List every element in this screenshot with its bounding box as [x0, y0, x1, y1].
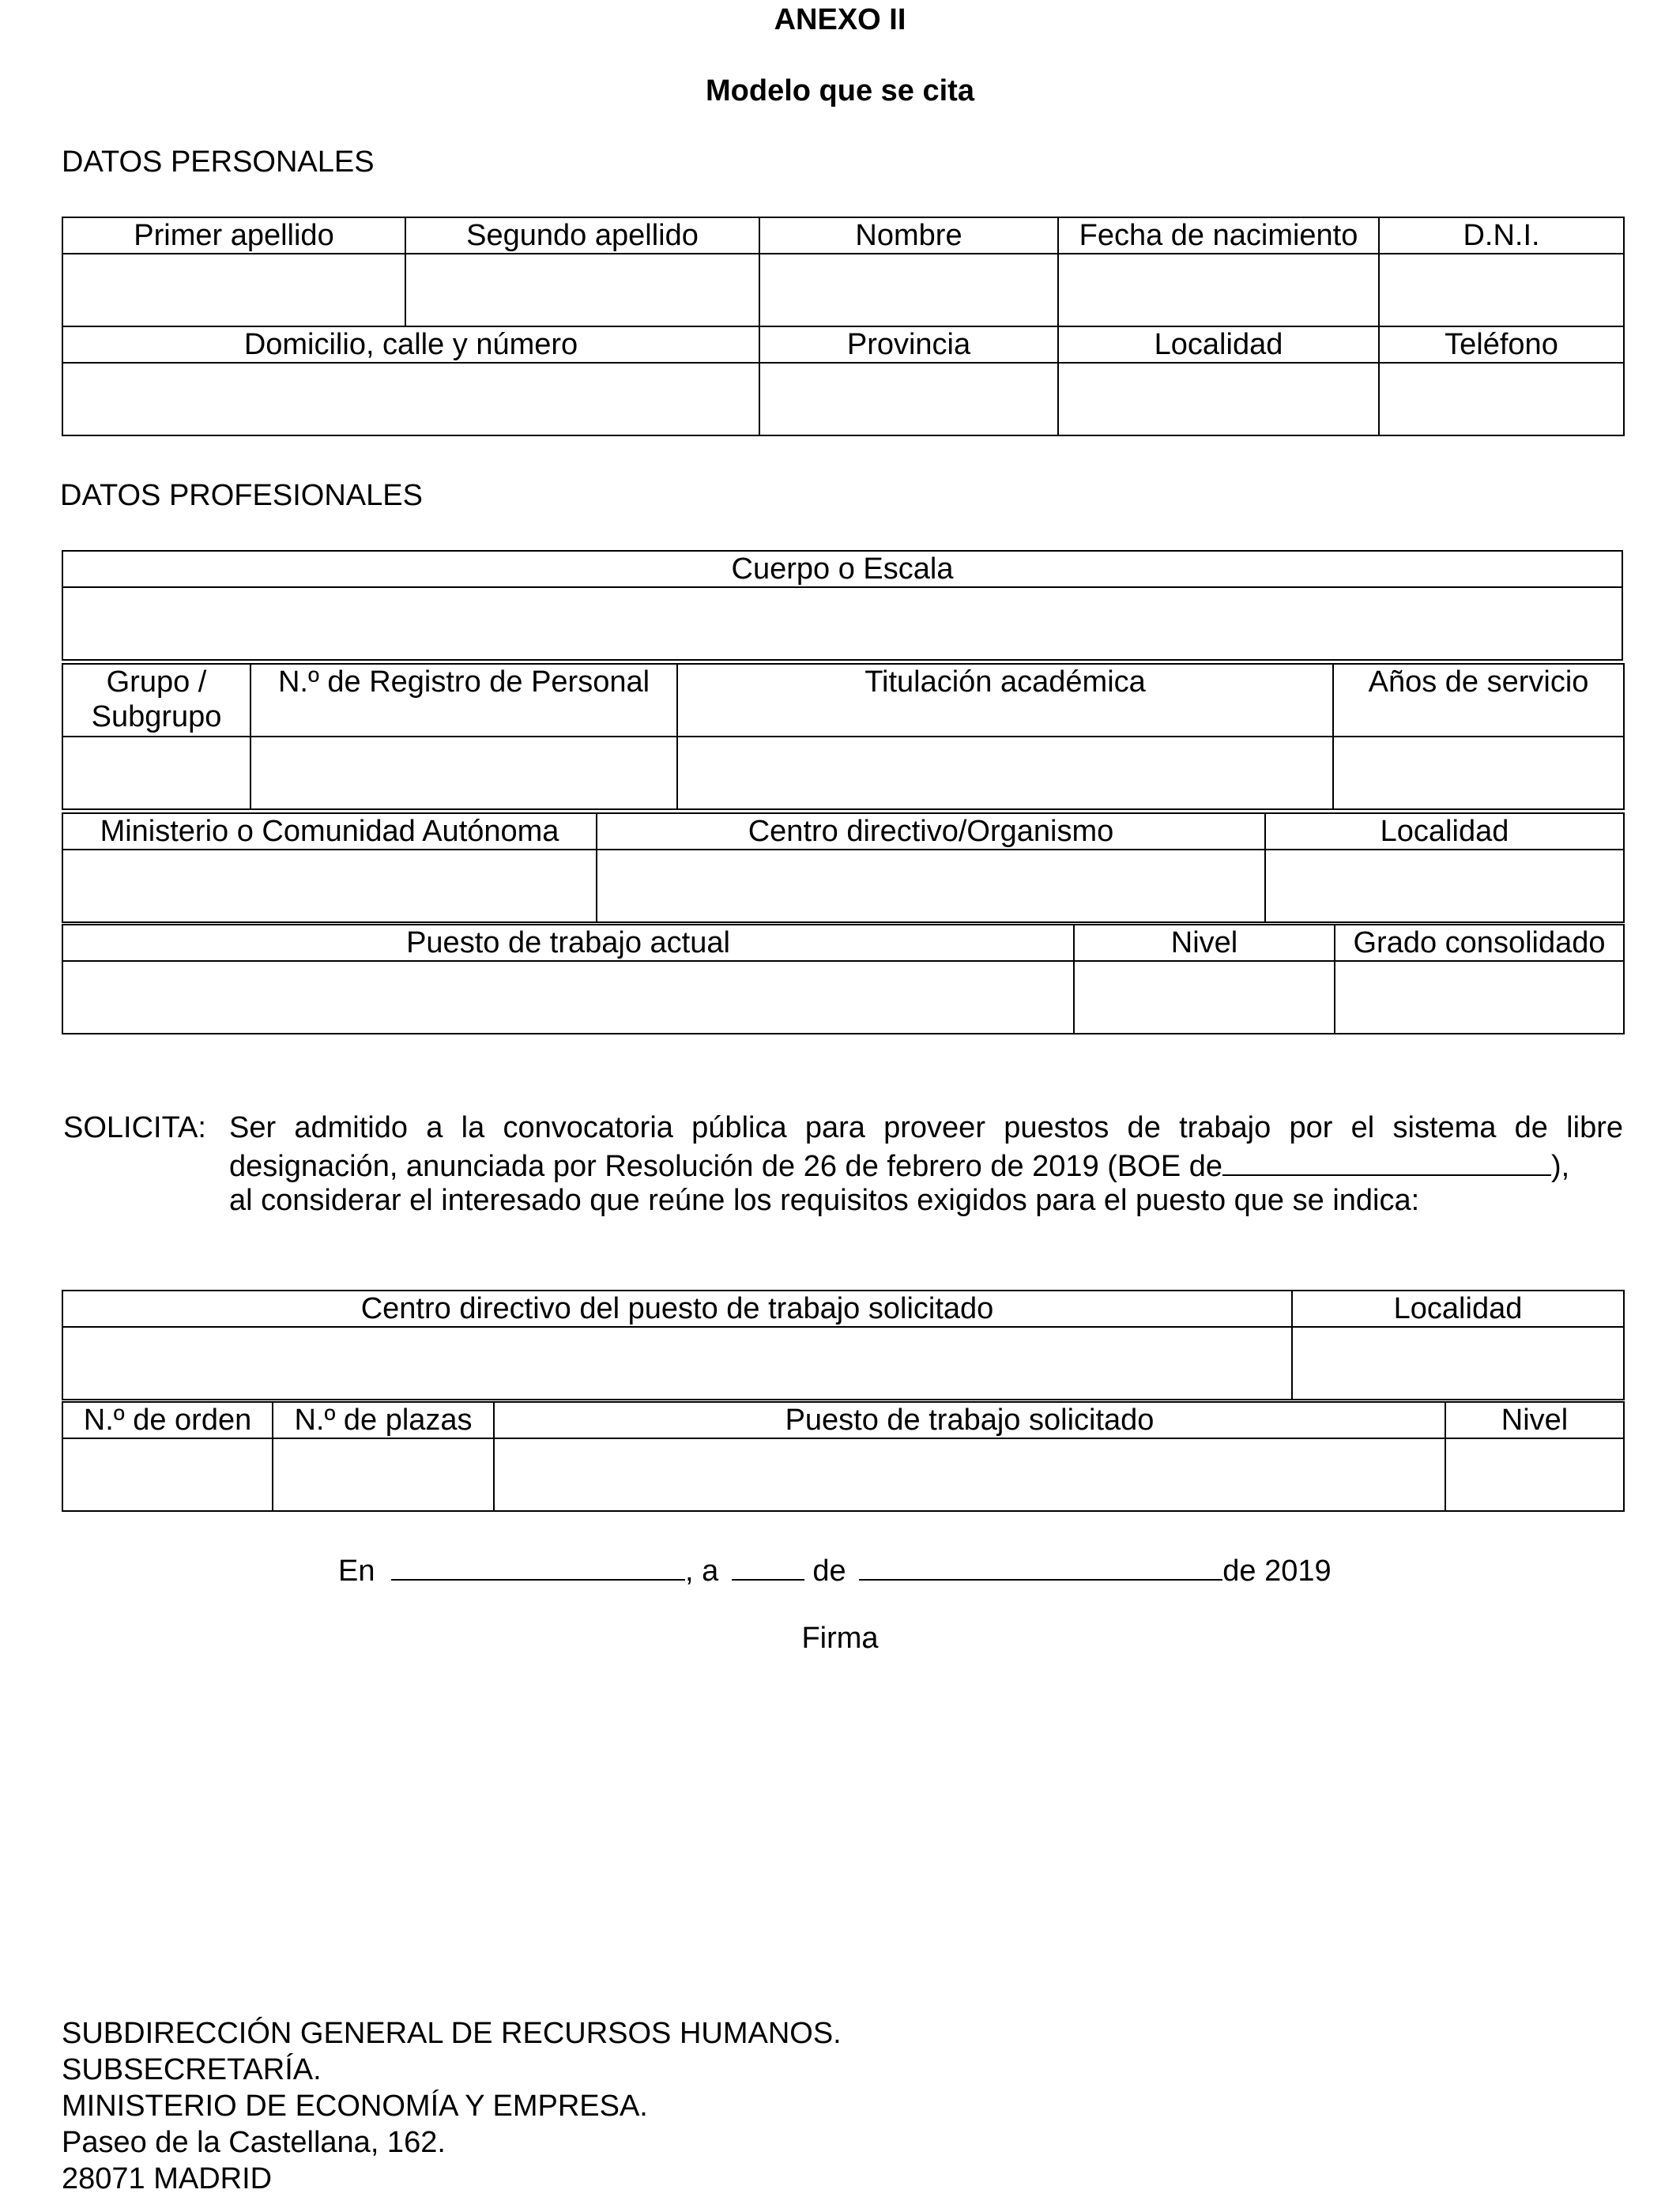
document-subtitle: Modelo que se cita [706, 74, 974, 107]
label-registro-personal: N.º de Registro de Personal [250, 664, 677, 737]
anos-servicio-field[interactable] [1333, 737, 1624, 809]
label-centro-solicitado: Centro directivo del puesto de trabajo solicitado [62, 1291, 1292, 1327]
cuerpo-header-row [62, 551, 1622, 587]
centro-solicitado-table [62, 1290, 1625, 1400]
label-puesto-solicitado: Puesto de trabajo solicitado [494, 1402, 1445, 1438]
annex-title: ANEXO II [774, 3, 906, 36]
cuerpo-table [62, 550, 1623, 661]
label-cuerpo-escala: Cuerpo o Escala [62, 551, 1622, 587]
footer-address [62, 2015, 842, 2197]
solicita-line-1: Ser admitido a la convocatoria pública para proveer puestos de trabajo por el sistema de libre [229, 1111, 1623, 1144]
label-anos-servicio: Años de servicio [1333, 664, 1624, 737]
label-primer-apellido: Primer apellido [62, 217, 405, 254]
label-puesto-actual: Puesto de trabajo actual [62, 925, 1074, 961]
label-localidad-solicitada: Localidad [1292, 1291, 1624, 1327]
solicita-line-2-end: ), [1551, 1150, 1570, 1183]
label-grupo-subgrupo: Grupo / Subgrupo [62, 664, 250, 737]
grado-consolidado-field[interactable] [1335, 961, 1624, 1034]
personal-input-row-1 [62, 254, 1624, 326]
footer-line-subsecretaria: SUBSECRETARÍA. [62, 2053, 322, 2086]
footer-line-street: Paseo de la Castellana, 162. [62, 2126, 446, 2159]
label-numero-plazas: N.º de plazas [273, 1402, 494, 1438]
place-field[interactable] [391, 1551, 685, 1581]
titulacion-field[interactable] [677, 737, 1333, 809]
label-nivel: Nivel [1074, 925, 1335, 961]
footer-line-ministerio: MINISTERIO DE ECONOMÍA Y EMPRESA. [62, 2090, 648, 2123]
grupo-table [62, 663, 1625, 810]
solicita-label: SOLICITA: [63, 1111, 206, 1144]
footer-line-subdireccion: SUBDIRECCIÓN GENERAL DE RECURSOS HUMANOS. [62, 2017, 842, 2050]
boe-date-field[interactable] [1222, 1146, 1551, 1176]
label-segundo-apellido: Segundo apellido [405, 217, 759, 254]
label-centro-directivo: Centro directivo/Organismo [597, 813, 1265, 850]
label-ministerio: Ministerio o Comunidad Autónoma [62, 813, 597, 850]
centro-directivo-field[interactable] [597, 850, 1265, 922]
grupo-field[interactable] [62, 737, 250, 809]
firma-label: Firma [801, 1622, 879, 1655]
puesto-input-row [62, 961, 1624, 1034]
centro-solicitado-field[interactable] [62, 1327, 1292, 1400]
date-en-label: En [338, 1554, 375, 1588]
centro-solicitado-input-row [62, 1327, 1624, 1400]
personal-data-table [62, 217, 1625, 436]
personal-section-title: DATOS PERSONALES [62, 145, 375, 179]
numero-plazas-field[interactable] [273, 1438, 494, 1511]
label-provincia: Provincia [759, 326, 1058, 363]
provincia-field[interactable] [759, 363, 1058, 435]
personal-header-row-2 [62, 326, 1624, 363]
puesto-header-row [62, 925, 1624, 961]
puesto-solicitado-field[interactable] [494, 1438, 1445, 1511]
numero-orden-field[interactable] [62, 1438, 273, 1511]
fecha-nacimiento-field[interactable] [1058, 254, 1379, 326]
localidad-solicitada-field[interactable] [1292, 1327, 1624, 1400]
centro-solicitado-header-row [62, 1291, 1624, 1327]
label-domicilio: Domicilio, calle y número [62, 326, 759, 363]
puesto-solicitado-table [62, 1401, 1625, 1512]
puesto-solicitado-header-row [62, 1402, 1624, 1438]
solicita-line-2 [229, 1146, 1628, 1185]
nombre-field[interactable] [759, 254, 1058, 326]
date-line [338, 1551, 1332, 1589]
ministerio-table [62, 812, 1625, 923]
label-nivel-solicitado: Nivel [1445, 1402, 1624, 1438]
label-titulacion: Titulación académica [677, 664, 1333, 737]
localidad-field[interactable] [1058, 363, 1379, 435]
nivel-solicitado-field[interactable] [1445, 1438, 1624, 1511]
telefono-field[interactable] [1379, 363, 1624, 435]
label-grado-consolidado: Grado consolidado [1335, 925, 1624, 961]
label-telefono: Teléfono [1379, 326, 1624, 363]
personal-input-row-2 [62, 363, 1624, 435]
label-numero-orden: N.º de orden [62, 1402, 273, 1438]
grupo-input-row [62, 737, 1624, 809]
localidad-profesional-field[interactable] [1265, 850, 1624, 922]
registro-personal-field[interactable] [250, 737, 677, 809]
cuerpo-escala-field[interactable] [62, 587, 1622, 660]
grupo-header-row [62, 664, 1624, 737]
ministerio-input-row [62, 850, 1624, 922]
cuerpo-input-row [62, 587, 1622, 660]
personal-header-row-1 [62, 217, 1624, 254]
date-year-label: de 2019 [1222, 1554, 1332, 1588]
solicita-line-2-text: designación, anunciada por Resolución de 26 de febrero de 2019 (BOE de [229, 1150, 1222, 1183]
ministerio-header-row [62, 813, 1624, 850]
solicita-line-3: al considerar el interesado que reúne los requisitos exigidos para el puesto que se indica: [229, 1184, 1420, 1217]
label-dni: D.N.I. [1379, 217, 1624, 254]
puesto-solicitado-input-row [62, 1438, 1624, 1511]
day-field[interactable] [732, 1551, 804, 1581]
label-fecha-nacimiento: Fecha de nacimiento [1058, 217, 1379, 254]
footer-line-city: 28071 MADRID [62, 2162, 273, 2195]
professional-section-title: DATOS PROFESIONALES [60, 479, 423, 512]
puesto-actual-table [62, 924, 1625, 1034]
label-localidad: Localidad [1058, 326, 1379, 363]
puesto-actual-field[interactable] [62, 961, 1074, 1034]
label-nombre: Nombre [759, 217, 1058, 254]
nivel-field[interactable] [1074, 961, 1335, 1034]
domicilio-field[interactable] [62, 363, 759, 435]
dni-field[interactable] [1379, 254, 1624, 326]
segundo-apellido-field[interactable] [405, 254, 759, 326]
primer-apellido-field[interactable] [62, 254, 405, 326]
date-a-label: , a [685, 1554, 719, 1588]
label-localidad-profesional: Localidad [1265, 813, 1624, 850]
date-de-label: de [812, 1554, 846, 1588]
ministerio-field[interactable] [62, 850, 597, 922]
month-field[interactable] [859, 1551, 1222, 1581]
